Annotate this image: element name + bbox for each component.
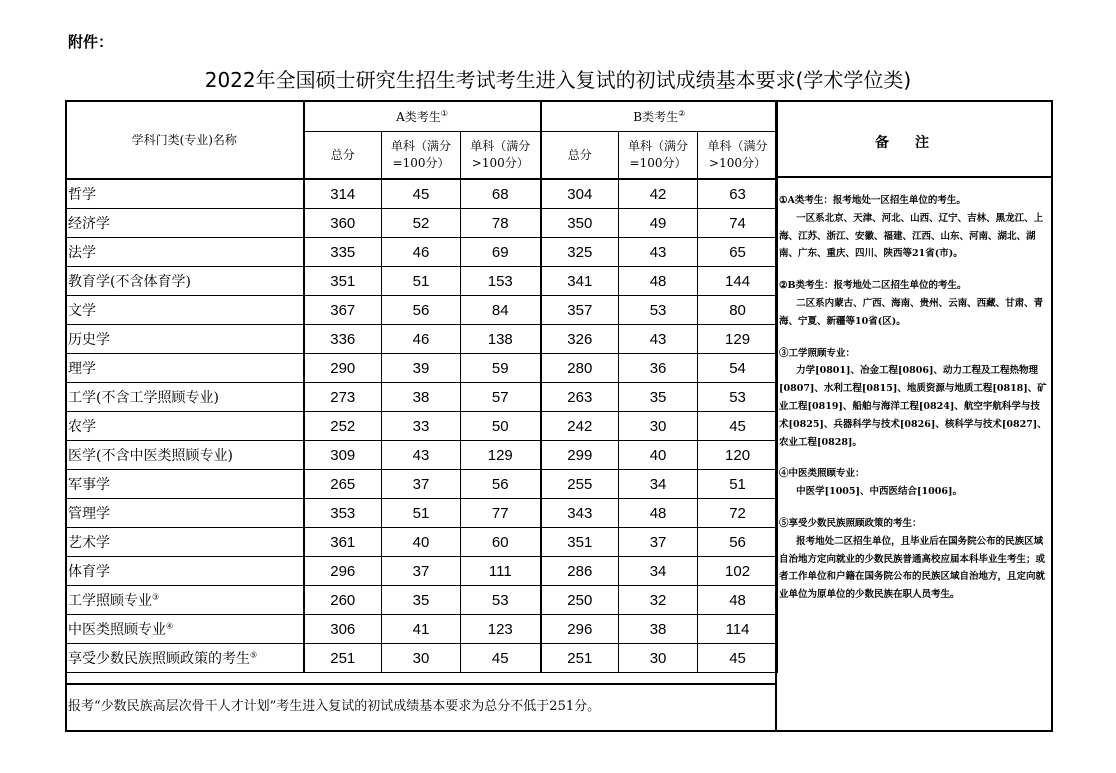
score-cell-a-sgt100: 53 [461, 586, 541, 615]
score-cell-b-total: 286 [541, 557, 619, 586]
score-cell-a-sgt100: 56 [461, 470, 541, 499]
score-cell-a-total: 360 [304, 209, 382, 238]
score-cell-a-sgt100: 69 [461, 238, 541, 267]
subject-cell: 历史学 [66, 325, 304, 354]
score-cell-b-s100: 36 [619, 354, 698, 383]
remarks-list [779, 192, 1047, 618]
subject-cell: 教育学(不含体育学) [66, 267, 304, 296]
remark-item [779, 192, 1047, 263]
subject-cell: 农学 [66, 412, 304, 441]
page-title: 2022年全国硕士研究生招生考试考生进入复试的初试成绩基本要求(学术学位类) [204, 68, 912, 92]
score-cell-b-total: 255 [541, 470, 619, 499]
group-a-header: A类考生① [304, 101, 541, 132]
score-cell-a-sgt100: 129 [461, 441, 541, 470]
remark-item [779, 277, 1047, 330]
score-cell-a-total: 265 [304, 470, 382, 499]
remark-title: ④中医类照顾专业： [779, 468, 865, 480]
subject-cell: 法学 [66, 238, 304, 267]
score-cell-a-sgt100: 111 [461, 557, 541, 586]
score-cell-b-total: 299 [541, 441, 619, 470]
score-cell-a-total: 296 [304, 557, 382, 586]
group-b-header: B类考生② [541, 101, 778, 132]
remark-body: 报考地处二区招生单位，且毕业后在国务院公布的民族区域自治地方定向就业的少数民族普通高校应届本科毕业生考生；或者工作单位和户籍在国务院公布的民族区域自治地方，且定向就业单位为原单位的少数民族在职人员考生。 [779, 535, 1046, 601]
remark-body: 一区系北京、天津、河北、山西、辽宁、吉林、黑龙江、上海、江苏、浙江、安徽、福建、江西、山东、河南、湖北、湖南、广东、重庆、四川、陕西等21省(市)。 [779, 212, 1044, 260]
score-cell-b-sgt100: 45 [698, 644, 778, 673]
score-cell-b-sgt100: 51 [698, 470, 778, 499]
remark-title: ①A类考生：报考地处一区招生单位的考生。 [779, 195, 966, 206]
remark-item [779, 515, 1047, 604]
score-cell-a-s100: 46 [382, 325, 461, 354]
score-cell-b-total: 304 [541, 179, 619, 209]
col-b-total: 总分 [541, 132, 619, 180]
score-cell-b-s100: 48 [619, 267, 698, 296]
table-row [66, 267, 778, 296]
score-cell-a-s100: 33 [382, 412, 461, 441]
score-cell-a-total: 252 [304, 412, 382, 441]
score-cell-b-sgt100: 80 [698, 296, 778, 325]
score-cell-b-total: 357 [541, 296, 619, 325]
table-row [66, 470, 778, 499]
score-cell-a-s100: 37 [382, 470, 461, 499]
score-cell-a-total: 290 [304, 354, 382, 383]
subject-cell: 体育学 [66, 557, 304, 586]
score-cell-b-sgt100: 65 [698, 238, 778, 267]
score-cell-b-sgt100: 63 [698, 179, 778, 209]
table-row [66, 528, 778, 557]
score-cell-b-s100: 49 [619, 209, 698, 238]
score-cell-a-total: 351 [304, 267, 382, 296]
score-cell-a-sgt100: 57 [461, 383, 541, 412]
score-cell-b-sgt100: 72 [698, 499, 778, 528]
score-cell-a-sgt100: 50 [461, 412, 541, 441]
score-cell-b-total: 341 [541, 267, 619, 296]
col-a-total: 总分 [304, 132, 382, 180]
table-row [66, 644, 778, 673]
remark-title: ⑤享受少数民族照顾政策的考生： [779, 517, 922, 529]
score-cell-b-total: 325 [541, 238, 619, 267]
score-cell-a-total: 353 [304, 499, 382, 528]
score-cell-b-s100: 53 [619, 296, 698, 325]
score-cell-b-sgt100: 45 [698, 412, 778, 441]
score-cell-a-total: 367 [304, 296, 382, 325]
score-cell-b-sgt100: 53 [698, 383, 778, 412]
table-row [66, 586, 778, 615]
score-cell-b-s100: 40 [619, 441, 698, 470]
score-cell-b-s100: 35 [619, 383, 698, 412]
score-cell-a-s100: 52 [382, 209, 461, 238]
score-cell-b-sgt100: 114 [698, 615, 778, 644]
score-cell-b-s100: 43 [619, 238, 698, 267]
subject-cell: 工学照顾专业③ [66, 586, 304, 615]
score-cell-b-sgt100: 120 [698, 441, 778, 470]
score-cell-b-sgt100: 56 [698, 528, 778, 557]
score-cell-b-sgt100: 144 [698, 267, 778, 296]
score-cell-b-total: 280 [541, 354, 619, 383]
score-cell-a-sgt100: 45 [461, 644, 541, 673]
remark-item [779, 465, 1047, 501]
score-cell-a-sgt100: 153 [461, 267, 541, 296]
remark-body: 力学[0801]、冶金工程[0806]、动力工程及工程热物理[0807]、水利工程[0815]、地质资源与地质工程[0818]、矿业工程[0819]、船舶与海洋工程[0824]、航空宇航科学与技术[0825]、兵器科学与技术[0826]、核科学与技术[0827]、农业工程[0828]。 [779, 365, 1047, 448]
remark-item [779, 345, 1047, 452]
table-row [66, 441, 778, 470]
score-cell-a-s100: 51 [382, 267, 461, 296]
score-cell-b-s100: 34 [619, 557, 698, 586]
col-b-single100: 单科（满分=100分） [619, 132, 698, 180]
score-cell-a-s100: 45 [382, 179, 461, 209]
score-cell-a-s100: 37 [382, 557, 461, 586]
score-cell-b-s100: 37 [619, 528, 698, 557]
subject-cell: 管理学 [66, 499, 304, 528]
score-cell-a-s100: 56 [382, 296, 461, 325]
subject-cell: 理学 [66, 354, 304, 383]
score-cell-a-total: 260 [304, 586, 382, 615]
subject-cell: 中医类照顾专业④ [66, 615, 304, 644]
score-cell-b-s100: 48 [619, 499, 698, 528]
score-cell-a-sgt100: 68 [461, 179, 541, 209]
remarks-header: 备注 [777, 100, 1053, 178]
score-cell-b-sgt100: 102 [698, 557, 778, 586]
remark-title: ②B类考生：报考地处二区招生单位的考生。 [779, 280, 967, 292]
score-cell-a-sgt100: 77 [461, 499, 541, 528]
score-cell-a-total: 336 [304, 325, 382, 354]
table-row [66, 354, 778, 383]
score-cell-a-s100: 40 [382, 528, 461, 557]
score-cell-a-sgt100: 84 [461, 296, 541, 325]
score-cell-a-total: 309 [304, 441, 382, 470]
score-cell-a-sgt100: 78 [461, 209, 541, 238]
score-cell-b-sgt100: 48 [698, 586, 778, 615]
remark-body: 中医学[1005]、中西医结合[1006]。 [796, 486, 962, 498]
col-b-single-over100: 单科（满分>100分） [698, 132, 778, 180]
remark-body: 二区系内蒙古、广西、海南、贵州、云南、西藏、甘肃、青海、宁夏、新疆等10省(区)。 [779, 297, 1044, 327]
subject-cell: 艺术学 [66, 528, 304, 557]
score-cell-b-total: 251 [541, 644, 619, 673]
score-cell-b-total: 250 [541, 586, 619, 615]
score-cell-a-total: 335 [304, 238, 382, 267]
score-cell-a-sgt100: 123 [461, 615, 541, 644]
score-cell-a-s100: 41 [382, 615, 461, 644]
score-cell-a-total: 251 [304, 644, 382, 673]
table-row [66, 325, 778, 354]
table-row [66, 412, 778, 441]
col-a-single-over100: 单科（满分>100分） [461, 132, 541, 180]
score-cell-a-sgt100: 138 [461, 325, 541, 354]
score-table [65, 100, 778, 673]
subject-cell: 文学 [66, 296, 304, 325]
table-row [66, 209, 778, 238]
score-cell-b-s100: 43 [619, 325, 698, 354]
remark-title: ③工学照顾专业： [779, 347, 856, 359]
score-cell-b-total: 343 [541, 499, 619, 528]
table-row [66, 499, 778, 528]
score-cell-b-total: 326 [541, 325, 619, 354]
score-cell-b-total: 263 [541, 383, 619, 412]
subject-header: 学科门类(专业)名称 [66, 101, 304, 180]
subject-cell: 哲学 [66, 179, 304, 209]
score-cell-a-total: 314 [304, 179, 382, 209]
score-cell-a-total: 306 [304, 615, 382, 644]
score-cell-a-s100: 39 [382, 354, 461, 383]
score-cell-b-sgt100: 129 [698, 325, 778, 354]
score-cell-b-total: 350 [541, 209, 619, 238]
attachment-label: 附件： [68, 33, 114, 51]
score-cell-a-s100: 51 [382, 499, 461, 528]
table-row [66, 615, 778, 644]
score-cell-a-total: 273 [304, 383, 382, 412]
score-cell-b-s100: 42 [619, 179, 698, 209]
score-cell-b-s100: 30 [619, 644, 698, 673]
table-row [66, 179, 778, 209]
score-cell-a-s100: 46 [382, 238, 461, 267]
subject-cell: 工学(不含工学照顾专业) [66, 383, 304, 412]
subject-cell: 医学(不含中医类照顾专业) [66, 441, 304, 470]
score-cell-b-sgt100: 74 [698, 209, 778, 238]
score-cell-b-s100: 34 [619, 470, 698, 499]
footer-note: 报考“少数民族高层次骨干人才计划”考生进入复试的初试成绩基本要求为总分不低于251分。 [68, 699, 601, 714]
score-cell-b-sgt100: 54 [698, 354, 778, 383]
table-row [66, 383, 778, 412]
score-cell-a-s100: 38 [382, 383, 461, 412]
subject-cell: 经济学 [66, 209, 304, 238]
score-cell-b-s100: 32 [619, 586, 698, 615]
table-row [66, 557, 778, 586]
table-row [66, 238, 778, 267]
score-cell-b-s100: 38 [619, 615, 698, 644]
footer-divider [65, 683, 777, 685]
score-cell-b-total: 242 [541, 412, 619, 441]
score-cell-a-s100: 35 [382, 586, 461, 615]
score-cell-a-sgt100: 60 [461, 528, 541, 557]
score-cell-a-sgt100: 59 [461, 354, 541, 383]
score-cell-a-s100: 43 [382, 441, 461, 470]
score-cell-a-total: 361 [304, 528, 382, 557]
score-cell-b-total: 351 [541, 528, 619, 557]
table-row [66, 296, 778, 325]
subject-cell: 军事学 [66, 470, 304, 499]
col-a-single100: 单科（满分=100分） [382, 132, 461, 180]
score-cell-b-s100: 30 [619, 412, 698, 441]
subject-cell: 享受少数民族照顾政策的考生⑤ [66, 644, 304, 673]
score-cell-a-s100: 30 [382, 644, 461, 673]
score-cell-b-total: 296 [541, 615, 619, 644]
